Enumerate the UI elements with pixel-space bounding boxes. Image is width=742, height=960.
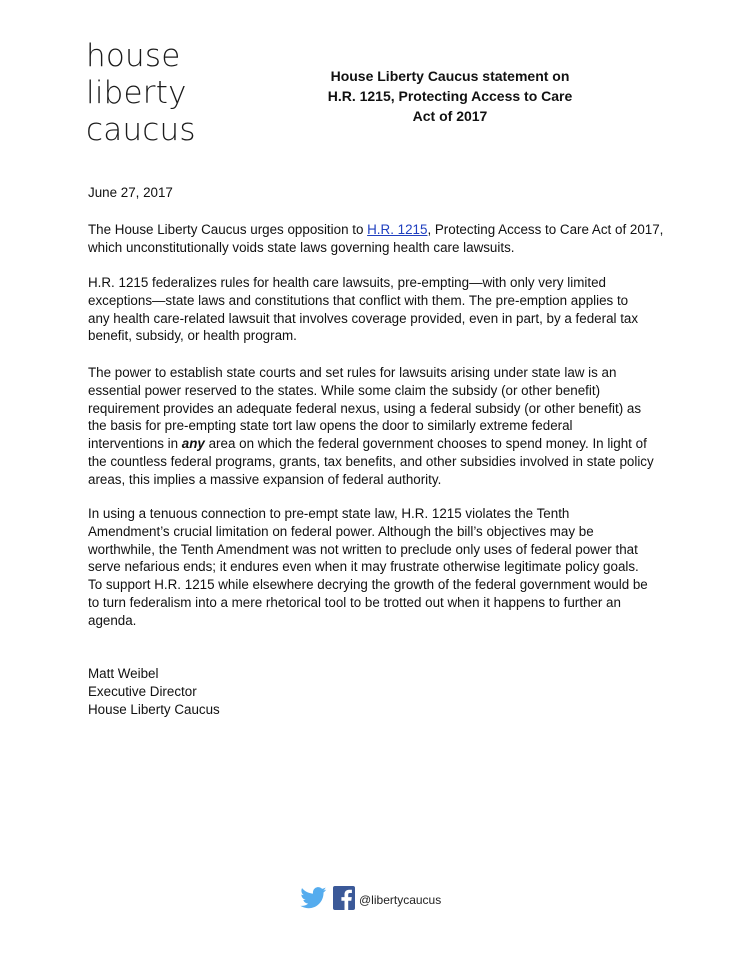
text-span: The House Liberty Caucus urges opposition to (88, 222, 368, 237)
statement-date: June 27, 2017 (88, 185, 173, 200)
hr-1215-link[interactable]: H.R. 1215 (367, 222, 428, 237)
paragraph-4-line: In using a tenuous connection to pre-empt state law, H.R. 1215 violates the Tenth (88, 506, 570, 521)
paragraph-4-line: To support H.R. 1215 while elsewhere decrying the growth of the federal government would be (88, 577, 648, 593)
text-span: area on which the federal government chooses to spend money. In light of (204, 436, 647, 452)
paragraph-1-line-2: which unconstitutionally voids state laws governing health care lawsuits. (88, 239, 515, 255)
title-line-3: Act of 2017 (412, 108, 488, 124)
logo (86, 38, 196, 149)
paragraph-4-line: to turn federalism into a mere rhetorical tool to be trotted out when it happens to further an (88, 594, 621, 610)
paragraph-4-line: serve nefarious ends; it endures even when it may frustrate otherwise legitimate policy goals. (88, 559, 639, 575)
title-line-1: House Liberty Caucus statement on (330, 68, 570, 84)
paragraph-2-line: H.R. 1215 federalizes rules for health care lawsuits, pre-empting—with only very limited (88, 275, 606, 290)
paragraph-3 (88, 364, 660, 489)
social-footer (300, 887, 441, 913)
paragraph-3-line: The power to establish state courts and set rules for lawsuits arising under state law is an (88, 365, 617, 380)
signature-name: Matt Weibel (88, 666, 159, 681)
signature-block (88, 665, 220, 719)
title-line-2: H.R. 1215, Protecting Access to Care (327, 88, 573, 104)
twitter-icon[interactable] (300, 887, 327, 914)
signature-org: House Liberty Caucus (88, 702, 220, 717)
twitter-handle[interactable]: @libertycaucus (359, 893, 442, 907)
paragraph-4 (88, 505, 660, 630)
logo-line-liberty: liberty (86, 75, 187, 111)
signature-role: Executive Director (88, 684, 197, 699)
paragraph-3-line: requirement provides an adequate federal nexus, using a federal subsidy (or other benefit) as (88, 400, 642, 416)
paragraph-2 (88, 274, 660, 345)
paragraph-1 (88, 221, 664, 257)
paragraph-2-line: any health care-related lawsuit that involves coverage provided, even in part, by a federal tax (88, 310, 639, 326)
text-span: interventions in (88, 436, 182, 452)
paragraph-3-line: essential power reserved to the states. While some claim the subsidy (or other benefit) (88, 382, 601, 398)
paragraph-3-line: areas, this implies a massive expansion of federal authority. (88, 471, 442, 487)
emphasis-any: any (181, 436, 205, 452)
paragraph-4-line: agenda. (88, 612, 137, 628)
paragraph-1-line-1 (88, 221, 664, 239)
paragraph-4-line: worthwhile, the Tenth Amendment was not written to preclude only uses of federal power that (88, 541, 638, 557)
paragraph-2-line: exceptions—state laws and constitutions that conflict with them. The pre-emption applies to (88, 292, 629, 308)
statement-title (300, 66, 600, 126)
paragraph-4-line: Amendment’s crucial limitation on federal power. Although the bill’s objectives may be (88, 523, 594, 539)
paragraph-3-line: the countless federal programs, grants, tax benefits, and other subsidies involved in state policy (88, 453, 654, 469)
logo-line-caucus: caucus (86, 112, 196, 148)
paragraph-3-line (88, 435, 660, 453)
logo-line-house: house (86, 38, 181, 74)
facebook-icon[interactable] (333, 886, 355, 915)
paragraph-2-line: benefit, subsidy, or health program. (88, 328, 297, 344)
text-span: , Protecting Access to Care Act of 2017, (427, 222, 664, 237)
paragraph-3-line: the basis for pre-empting state tort law opens the door to similarly extreme federal (88, 418, 573, 434)
